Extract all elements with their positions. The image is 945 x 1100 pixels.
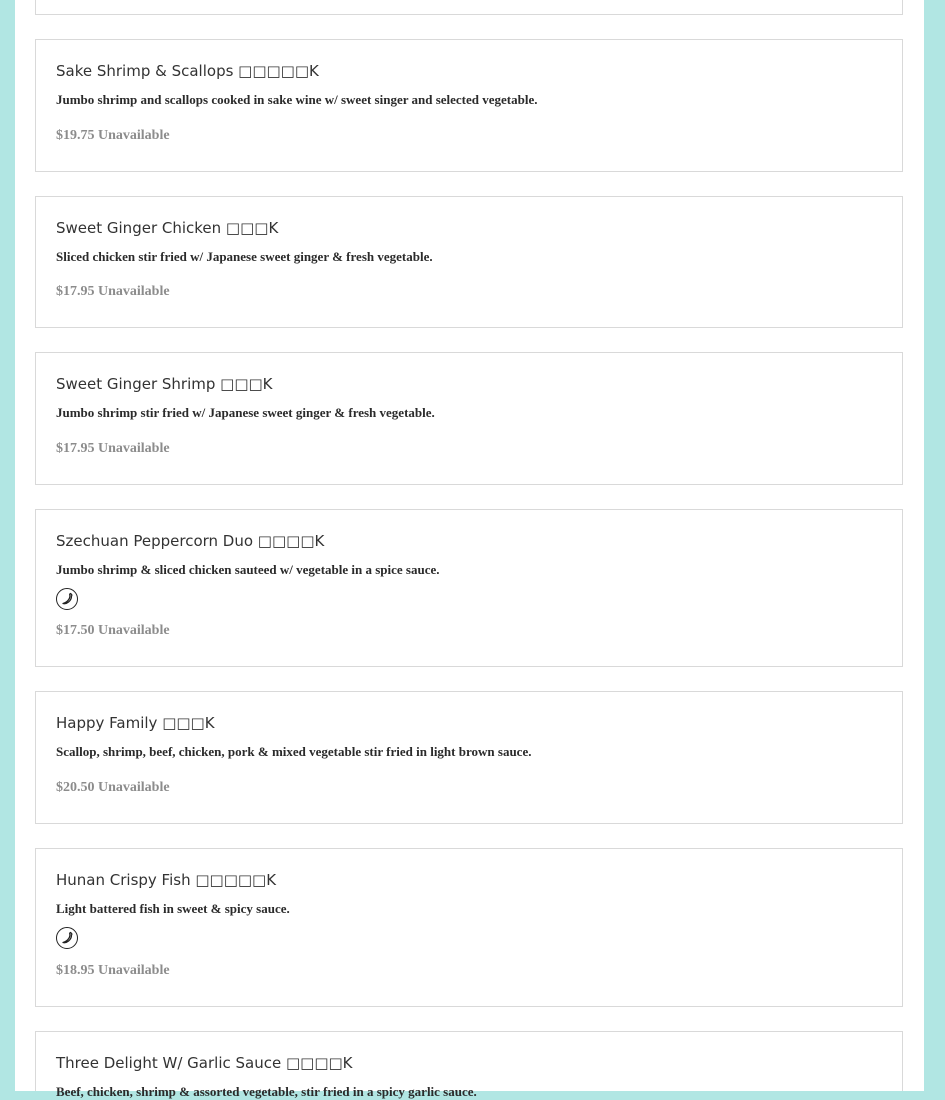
menu-item-price-line bbox=[56, 780, 170, 796]
menu-item-card-previous bbox=[35, 0, 903, 15]
menu-item-price-line bbox=[56, 623, 170, 639]
menu-item-price-line bbox=[56, 284, 170, 300]
menu-page bbox=[15, 0, 924, 1099]
menu-item-price-line bbox=[56, 128, 170, 144]
chili-pepper-icon bbox=[56, 588, 78, 610]
menu-item-availability: Unavailable bbox=[98, 284, 170, 299]
menu-item-price: $20.50 bbox=[56, 780, 95, 795]
menu-item-card[interactable] bbox=[35, 691, 903, 824]
menu-item-availability: Unavailable bbox=[98, 441, 170, 456]
menu-item-card[interactable] bbox=[35, 848, 903, 1007]
menu-item-name: Szechuan Peppercorn Duo □□□□K bbox=[56, 532, 325, 550]
menu-item-price: $17.95 bbox=[56, 284, 95, 299]
menu-item-name: Sweet Ginger Chicken □□□K bbox=[56, 219, 279, 237]
menu-item-description: Light battered fish in sweet & spicy sauce. bbox=[56, 901, 290, 916]
menu-item-card[interactable] bbox=[35, 352, 903, 485]
menu-item-availability: Unavailable bbox=[98, 780, 170, 795]
menu-item-card[interactable] bbox=[35, 509, 903, 667]
menu-item-description: Scallop, shrimp, beef, chicken, pork & mixed vegetable stir fried in light brown sauce. bbox=[56, 744, 532, 759]
menu-item-description: Jumbo shrimp and scallops cooked in sake wine w/ sweet singer and selected vegetable. bbox=[56, 92, 538, 107]
menu-item-description: Jumbo shrimp stir fried w/ Japanese sweet ginger & fresh vegetable. bbox=[56, 405, 435, 420]
menu-item-card[interactable] bbox=[35, 196, 903, 328]
menu-item-price: $17.95 bbox=[56, 441, 95, 456]
menu-item-name: Sake Shrimp & Scallops □□□□□K bbox=[56, 62, 319, 80]
menu-item-price: $18.95 bbox=[56, 963, 95, 978]
menu-item-price-line bbox=[56, 963, 170, 979]
menu-item-price: $19.75 bbox=[56, 128, 95, 143]
menu-item-name: Sweet Ginger Shrimp □□□K bbox=[56, 375, 273, 393]
menu-item-name: Three Delight W/ Garlic Sauce □□□□K bbox=[56, 1054, 353, 1072]
menu-item-card[interactable] bbox=[35, 1031, 903, 1099]
menu-item-card[interactable] bbox=[35, 39, 903, 172]
menu-item-availability: Unavailable bbox=[98, 963, 170, 978]
menu-item-description: Beef, chicken, shrimp & assorted vegetable, stir fried in a spicy garlic sauce. bbox=[56, 1084, 477, 1099]
menu-item-availability: Unavailable bbox=[98, 623, 170, 638]
menu-item-name: Happy Family □□□K bbox=[56, 714, 215, 732]
menu-item-price: $17.50 bbox=[56, 623, 95, 638]
menu-item-description: Jumbo shrimp & sliced chicken sauteed w/ vegetable in a spice sauce. bbox=[56, 562, 440, 577]
menu-item-description: Sliced chicken stir fried w/ Japanese sweet ginger & fresh vegetable. bbox=[56, 249, 433, 264]
chili-pepper-icon bbox=[56, 927, 78, 949]
menu-item-availability: Unavailable bbox=[98, 128, 170, 143]
menu-item-name: Hunan Crispy Fish □□□□□K bbox=[56, 871, 277, 889]
menu-item-price-line bbox=[56, 441, 170, 457]
